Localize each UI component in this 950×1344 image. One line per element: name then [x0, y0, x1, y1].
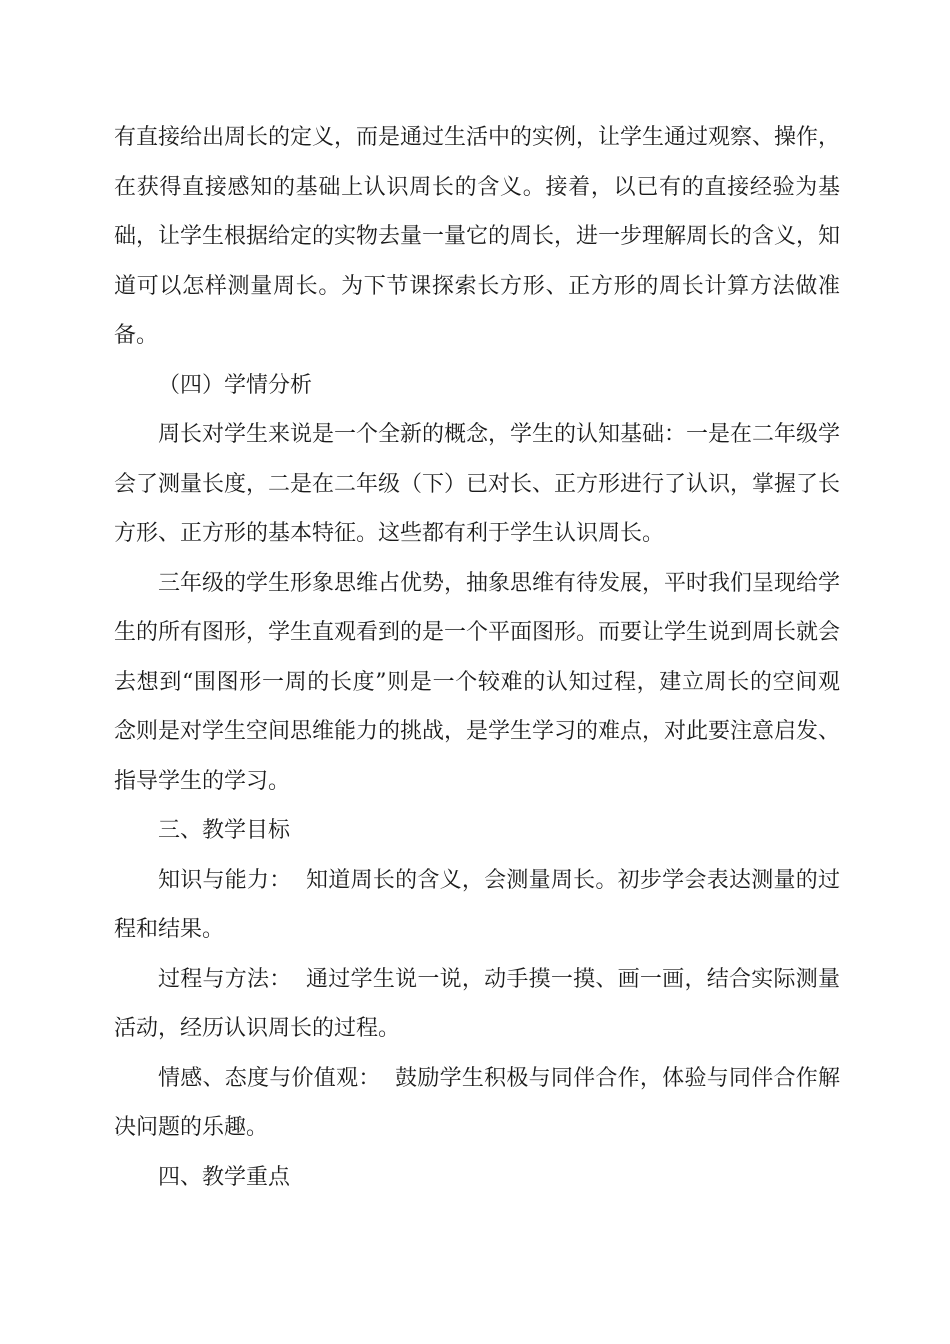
- document-body: [114, 113, 840, 1202]
- paragraph-grade-three-thinking: 三年级的学生形象思维占优势，抽象思维有待发展，平时我们呈现给学生的所有图形，学生直观看到的是一个平面图形。而要让学生说到周长就会去想到“围图形一周的长度”则是一个较难的认知过程，建立周长的空间观念则是对学生空间思维能力的挑战，是学生学习的难点，对此要注意启发、指导学生的学习。: [114, 570, 841, 794]
- section-heading-learning-analysis: （四）学情分析: [158, 372, 313, 398]
- paragraph-continuation: 有直接给出周长的定义，而是通过生活中的实例，让学生通过观察、操作，在获得直接感知的基础上认识周长的含义。接着，以已有的直接经验为基础，让学生根据给定的实物去量一量它的周长，进一步理解周长的含义，知道可以怎样测量周长。为下节课探索长方形、正方形的周长计算方法做准备。: [114, 125, 841, 348]
- section-heading-teaching-goals: 三、教学目标: [158, 818, 291, 843]
- goal-process-method: 过程与方法： 通过学生说一说，动手摸一摸、画一画，结合实际测量活动，经历认识周长的过程。: [114, 966, 840, 1041]
- goal-emotion-attitude-values: 情感、态度与价值观： 鼓励学生积极与同伴合作，体验与同伴合作解决问题的乐趣。: [114, 1065, 840, 1140]
- goal-knowledge-ability: 知识与能力： 知道周长的含义，会测量周长。初步学会表达测量的过程和结果。: [114, 867, 840, 942]
- paragraph-perimeter-concept: 周长对学生来说是一个全新的概念，学生的认知基础：一是在二年级学会了测量长度，二是在二年级（下）已对长、正方形进行了认识，掌握了长方形、正方形的基本特征。这些都有利于学生认识周长。: [114, 422, 841, 546]
- section-heading-teaching-focus: 四、教学重点: [158, 1164, 291, 1190]
